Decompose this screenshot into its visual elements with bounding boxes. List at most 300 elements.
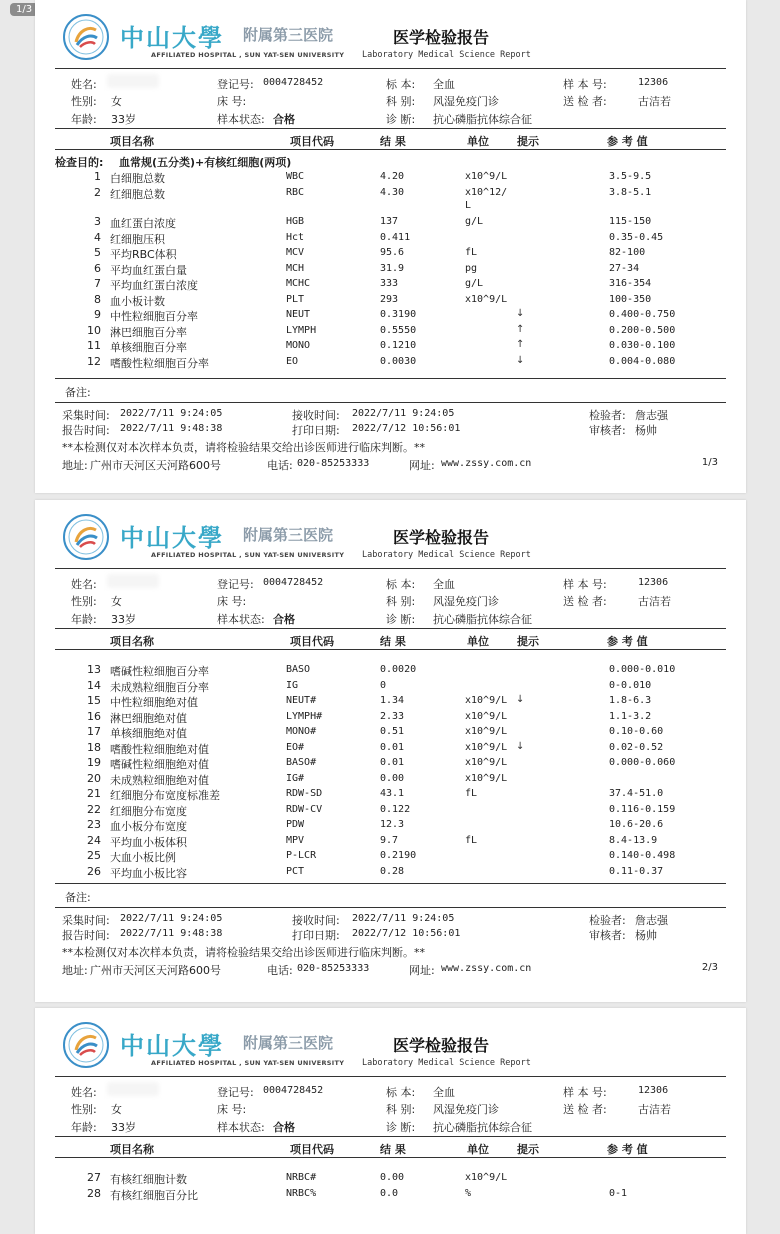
dept-label: 科 别: xyxy=(386,95,416,108)
row-result: 0.411 xyxy=(380,231,411,243)
receive-time-value: 2022/7/11 9:24:05 xyxy=(352,408,455,419)
row-flag-icon: ↓ xyxy=(516,354,525,366)
patient-sex-value: 女 xyxy=(111,95,122,108)
reg-no-label: 登记号: xyxy=(217,78,254,91)
row-item-code: MONO# xyxy=(286,726,317,737)
remarks-label: 备注: xyxy=(65,891,91,904)
row-result: 0.5550 xyxy=(380,324,417,336)
row-reference: 0.000-0.060 xyxy=(609,757,676,768)
row-reference: 8.4-13.9 xyxy=(609,834,658,846)
header-divider xyxy=(55,568,726,569)
row-item-code: PCT xyxy=(286,865,305,877)
row-item-name: 红细胞分布宽度标准差 xyxy=(110,789,220,802)
address-value: 广州市天河区天河路600号 xyxy=(90,964,221,977)
sample-no-label: 样 本 号: xyxy=(563,578,607,591)
row-item-name: 红细胞分布宽度 xyxy=(110,804,187,818)
phone-label: 电话: xyxy=(267,459,293,472)
row-item-code: RBC xyxy=(286,186,305,198)
row-item-name: 平均RBC体积 xyxy=(110,248,177,261)
specimen-value: 全血 xyxy=(433,578,455,591)
report-page-3 xyxy=(35,1008,746,1234)
website-label: 网址: xyxy=(409,459,435,472)
row-number: 4 xyxy=(94,230,101,244)
hospital-logo-icon xyxy=(63,14,109,60)
report-subtitle: Laboratory Medical Science Report xyxy=(362,1058,531,1068)
col-header-unit: 单位 xyxy=(467,635,489,648)
row-reference: 0.140-0.498 xyxy=(609,850,676,861)
inspector-value: 詹志强 xyxy=(635,409,668,422)
dept-label: 科 别: xyxy=(386,595,416,608)
row-result: 0.00 xyxy=(380,772,405,784)
row-number: 11 xyxy=(87,339,101,352)
hospital-subname: 附属第三医院 xyxy=(243,1034,334,1052)
hospital-english-name: AFFILIATED HOSPITAL , SUN YAT-SEN UNIVERSITY xyxy=(151,1059,345,1067)
row-reference: 316-354 xyxy=(609,278,652,289)
row-item-name: 单核细胞绝对值 xyxy=(110,727,187,740)
purpose-value: 血常规(五分类)+有核红细胞(两项) xyxy=(119,156,292,169)
hospital-logo-icon xyxy=(63,1022,109,1068)
row-reference: 0-0.010 xyxy=(609,679,652,691)
row-item-code: MPV xyxy=(286,834,305,846)
sample-no-label: 样 本 号: xyxy=(563,78,607,91)
print-time-value: 2022/7/12 10:56:01 xyxy=(352,423,461,434)
row-item-code: NRBC# xyxy=(286,1172,317,1183)
row-reference: 82-100 xyxy=(609,247,646,258)
row-reference: 3.8-5.1 xyxy=(609,186,652,198)
disclaimer-text: **本检测仅对本次样本负责，请将检验结果交给出诊医师进行临床判断。** xyxy=(62,946,425,959)
patient-name-label: 姓名: xyxy=(71,1086,97,1099)
row-item-code: RDW-SD xyxy=(286,788,323,799)
diagnosis-value: 抗心磷脂抗体综合征 xyxy=(433,613,532,626)
row-item-code: MCV xyxy=(286,247,305,258)
inspector-label: 检验者: xyxy=(589,914,626,927)
row-item-name: 嗜酸性粒细胞绝对值 xyxy=(110,742,209,756)
reg-no-value: 0004728452 xyxy=(263,577,324,588)
phone-value: 020-85253333 xyxy=(297,458,370,469)
row-number: 9 xyxy=(94,308,101,321)
row-reference: 0.11-0.37 xyxy=(609,865,664,877)
row-reference: 27-34 xyxy=(609,262,640,274)
row-reference: 115-150 xyxy=(609,216,652,227)
row-reference: 0.400-0.750 xyxy=(609,309,676,320)
patient-sex-label: 性别: xyxy=(71,95,97,108)
bed-label: 床 号: xyxy=(217,95,247,108)
row-item-code: PDW xyxy=(286,819,305,830)
row-result: 4.20 xyxy=(380,171,405,182)
row-item-name: 嗜酸性粒细胞百分率 xyxy=(110,356,209,370)
row-unit: g/L xyxy=(465,216,484,227)
row-result: 0.01 xyxy=(380,757,405,768)
row-item-code: LYMPH xyxy=(286,324,317,336)
receive-time-value: 2022/7/11 9:24:05 xyxy=(352,913,455,924)
row-flag-icon: ↓ xyxy=(516,740,525,752)
row-reference: 0.02-0.52 xyxy=(609,741,664,753)
row-item-name: 淋巴细胞百分率 xyxy=(110,325,187,339)
diagnosis-value: 抗心磷脂抗体综合征 xyxy=(433,1121,532,1134)
hospital-name: 中山大學 xyxy=(120,523,224,552)
row-reference: 0.116-0.159 xyxy=(609,803,676,815)
row-result: 4.30 xyxy=(380,186,405,198)
sender-value: 古洁若 xyxy=(638,595,671,608)
report-page-1 xyxy=(35,0,746,493)
print-time-label: 打印日期: xyxy=(292,424,340,437)
row-number: 7 xyxy=(94,277,101,290)
row-item-name: 大血小板比例 xyxy=(110,851,176,864)
report-page-2 xyxy=(35,500,746,1002)
sender-label: 送 检 者: xyxy=(563,1103,607,1116)
row-number: 14 xyxy=(87,678,101,692)
row-item-name: 平均血红蛋白量 xyxy=(110,263,187,277)
row-item-name: 血红蛋白浓度 xyxy=(110,217,176,230)
row-item-code: Hct xyxy=(286,231,305,243)
reviewer-label: 审核者: xyxy=(589,424,626,437)
row-unit: x10^9/L xyxy=(465,710,508,722)
website-label: 网址: xyxy=(409,964,435,977)
row-reference: 0.004-0.080 xyxy=(609,355,676,367)
row-item-name: 淋巴细胞绝对值 xyxy=(110,711,187,725)
row-reference: 37.4-51.0 xyxy=(609,788,664,799)
col-header-ref: 参 考 值 xyxy=(607,635,648,648)
row-number: 23 xyxy=(87,818,101,831)
bed-label: 床 号: xyxy=(217,1103,247,1116)
row-flag-icon: ↓ xyxy=(516,308,525,319)
row-result: 293 xyxy=(380,293,399,305)
row-item-code: P-LCR xyxy=(286,850,317,861)
row-item-code: MONO xyxy=(286,340,311,351)
row-result: 12.3 xyxy=(380,819,405,830)
row-reference: 3.5-9.5 xyxy=(609,171,652,182)
reviewer-value: 杨帅 xyxy=(635,424,657,437)
row-item-name: 有核红细胞百分比 xyxy=(110,1189,198,1202)
row-result: 0.122 xyxy=(380,803,411,815)
row-result: 2.33 xyxy=(380,710,405,722)
phone-label: 电话: xyxy=(267,964,293,977)
row-number: 27 xyxy=(87,1171,101,1184)
inspector-label: 检验者: xyxy=(589,409,626,422)
remarks-divider-bottom xyxy=(55,402,726,403)
row-reference: 0.000-0.010 xyxy=(609,664,676,675)
row-reference: 100-350 xyxy=(609,293,652,305)
row-result: 0.28 xyxy=(380,865,405,877)
patient-sex-label: 性别: xyxy=(71,1103,97,1116)
row-result: 0.0020 xyxy=(380,664,417,675)
patient-name-redacted xyxy=(107,1082,159,1096)
row-number: 13 xyxy=(87,663,101,676)
column-header-divider xyxy=(55,149,726,150)
row-item-code: BASO# xyxy=(286,757,317,768)
row-number: 26 xyxy=(87,864,101,878)
page-number: 2/3 xyxy=(701,962,718,973)
row-item-code: PLT xyxy=(286,293,305,305)
row-item-name: 平均血红蛋白浓度 xyxy=(110,279,198,292)
header-divider xyxy=(55,1076,726,1077)
row-item-name: 有核红细胞计数 xyxy=(110,1173,187,1186)
row-number: 3 xyxy=(94,215,101,228)
hospital-logo-icon xyxy=(63,514,109,560)
column-header-divider xyxy=(55,1157,726,1158)
diagnosis-value: 抗心磷脂抗体综合征 xyxy=(433,113,532,126)
diagnosis-label: 诊 断: xyxy=(386,113,416,126)
row-number: 12 xyxy=(87,354,101,368)
row-item-name: 白细胞总数 xyxy=(110,172,165,185)
row-number: 16 xyxy=(87,709,101,723)
row-number: 6 xyxy=(94,261,101,275)
sample-status-value: 合格 xyxy=(273,613,295,626)
bed-label: 床 号: xyxy=(217,595,247,608)
info-divider xyxy=(55,128,726,129)
row-item-code: HGB xyxy=(286,216,305,227)
report-time-label: 报告时间: xyxy=(62,929,110,942)
website-value: www.zssy.com.cn xyxy=(441,458,532,469)
patient-age-value: 33岁 xyxy=(111,113,136,126)
row-number: 20 xyxy=(87,771,101,785)
sample-no-label: 样 本 号: xyxy=(563,1086,607,1099)
patient-sex-value: 女 xyxy=(111,1103,122,1116)
website-value: www.zssy.com.cn xyxy=(441,963,532,974)
row-number: 25 xyxy=(87,849,101,862)
row-item-code: MCH xyxy=(286,262,305,274)
remarks-divider-top xyxy=(55,378,726,379)
report-subtitle: Laboratory Medical Science Report xyxy=(362,50,531,60)
sample-status-value: 合格 xyxy=(273,1121,295,1134)
row-item-name: 中性粒细胞百分率 xyxy=(110,310,198,323)
print-time-label: 打印日期: xyxy=(292,929,340,942)
report-title: 医学检验报告 xyxy=(393,528,490,547)
row-reference: 0.35-0.45 xyxy=(609,231,664,243)
info-divider xyxy=(55,628,726,629)
patient-sex-label: 性别: xyxy=(71,595,97,608)
row-flag-icon: ↓ xyxy=(516,694,525,705)
sample-status-label: 样本状态: xyxy=(217,613,265,626)
row-result: 137 xyxy=(380,216,399,227)
collect-time-label: 采集时间: xyxy=(62,409,110,422)
info-divider xyxy=(55,1136,726,1137)
patient-name-redacted xyxy=(107,74,159,88)
sample-no-value: 12306 xyxy=(638,77,669,88)
row-result: 0.1210 xyxy=(380,340,417,351)
row-unit: x10^9/L xyxy=(465,741,508,753)
reviewer-value: 杨帅 xyxy=(635,929,657,942)
row-reference: 0.030-0.100 xyxy=(609,340,676,351)
col-header-hint: 提示 xyxy=(517,135,539,148)
row-result: 333 xyxy=(380,278,399,289)
col-header-ref: 参 考 值 xyxy=(607,1143,648,1156)
dept-value: 风湿免疫门诊 xyxy=(433,95,499,108)
row-result: 9.7 xyxy=(380,834,399,846)
receive-time-label: 接收时间: xyxy=(292,914,340,927)
row-item-code: IG xyxy=(286,679,299,691)
collect-time-value: 2022/7/11 9:24:05 xyxy=(120,408,223,419)
row-reference: 0.10-0.60 xyxy=(609,726,664,737)
report-title: 医学检验报告 xyxy=(393,1036,490,1055)
hospital-english-name: AFFILIATED HOSPITAL , SUN YAT-SEN UNIVERSITY xyxy=(151,551,345,559)
row-result: 0.2190 xyxy=(380,850,417,861)
remarks-label: 备注: xyxy=(65,386,91,399)
row-result: 0 xyxy=(380,679,387,691)
row-item-code: EO xyxy=(286,355,299,367)
row-unit: x10^9/L xyxy=(465,695,508,706)
row-number: 22 xyxy=(87,802,101,816)
col-header-code: 项目代码 xyxy=(290,635,334,648)
reg-no-value: 0004728452 xyxy=(263,1085,324,1096)
row-reference: 0-1 xyxy=(609,1188,628,1199)
hospital-subname: 附属第三医院 xyxy=(243,526,334,544)
row-result: 0.0 xyxy=(380,1188,399,1199)
reg-no-label: 登记号: xyxy=(217,578,254,591)
row-item-name: 嗜碱性粒细胞百分率 xyxy=(110,665,209,678)
row-item-name: 平均血小板比容 xyxy=(110,866,187,880)
row-result: 95.6 xyxy=(380,247,405,258)
row-unit: x10^9/L xyxy=(465,772,508,784)
row-unit: x10^9/L xyxy=(465,757,508,768)
col-header-result: 结 果 xyxy=(380,1143,406,1156)
row-item-name: 血小板分布宽度 xyxy=(110,820,187,833)
report-time-label: 报告时间: xyxy=(62,424,110,437)
row-item-name: 未成熟粒细胞百分率 xyxy=(110,680,209,694)
row-item-name: 血小板计数 xyxy=(110,294,165,308)
patient-name-label: 姓名: xyxy=(71,78,97,91)
col-header-result: 结 果 xyxy=(380,635,406,648)
row-reference: 1.8-6.3 xyxy=(609,695,652,706)
row-unit: x10^9/L xyxy=(465,293,508,305)
sender-value: 古洁若 xyxy=(638,1103,671,1116)
address-value: 广州市天河区天河路600号 xyxy=(90,459,221,472)
row-reference: 10.6-20.6 xyxy=(609,819,664,830)
specimen-value: 全血 xyxy=(433,78,455,91)
row-item-name: 中性粒细胞绝对值 xyxy=(110,696,198,709)
row-flag-icon: ↑ xyxy=(516,323,525,335)
row-result: 43.1 xyxy=(380,788,405,799)
dept-value: 风湿免疫门诊 xyxy=(433,595,499,608)
row-unit: fL xyxy=(465,247,478,258)
row-number: 8 xyxy=(94,292,101,306)
row-item-code: MCHC xyxy=(286,278,311,289)
row-result: 0.3190 xyxy=(380,309,417,320)
row-unit: fL xyxy=(465,788,478,799)
col-header-hint: 提示 xyxy=(517,635,539,648)
reg-no-value: 0004728452 xyxy=(263,77,324,88)
phone-value: 020-85253333 xyxy=(297,963,370,974)
hospital-subname: 附属第三医院 xyxy=(243,26,334,44)
dept-label: 科 别: xyxy=(386,1103,416,1116)
row-item-name: 平均血小板体积 xyxy=(110,835,187,849)
sender-value: 古洁若 xyxy=(638,95,671,108)
row-unit: x10^9/L xyxy=(465,1172,508,1183)
row-result: 0.51 xyxy=(380,726,405,737)
row-number: 28 xyxy=(87,1187,101,1200)
row-item-name: 嗜碱性粒细胞绝对值 xyxy=(110,758,209,771)
print-time-value: 2022/7/12 10:56:01 xyxy=(352,928,461,939)
col-header-result: 结 果 xyxy=(380,135,406,148)
row-result: 1.34 xyxy=(380,695,405,706)
dept-value: 风湿免疫门诊 xyxy=(433,1103,499,1116)
diagnosis-label: 诊 断: xyxy=(386,1121,416,1134)
row-item-code: RDW-CV xyxy=(286,803,323,815)
receive-time-label: 接收时间: xyxy=(292,409,340,422)
purpose-label: 检查目的: xyxy=(55,156,104,169)
reviewer-label: 审核者: xyxy=(589,929,626,942)
collect-time-value: 2022/7/11 9:24:05 xyxy=(120,913,223,924)
row-number: 21 xyxy=(87,787,101,800)
sender-label: 送 检 者: xyxy=(563,95,607,108)
row-unit-cont: L xyxy=(465,199,472,211)
inspector-value: 詹志强 xyxy=(635,914,668,927)
specimen-label: 标 本: xyxy=(386,78,416,91)
patient-age-value: 33岁 xyxy=(111,1121,136,1134)
row-number: 10 xyxy=(87,323,101,337)
page-number: 1/3 xyxy=(701,457,718,468)
row-item-name: 红细胞总数 xyxy=(110,187,165,201)
hospital-english-name: AFFILIATED HOSPITAL , SUN YAT-SEN UNIVERSITY xyxy=(151,51,345,59)
row-item-code: NRBC% xyxy=(286,1188,317,1199)
row-number: 17 xyxy=(87,725,101,738)
diagnosis-label: 诊 断: xyxy=(386,613,416,626)
patient-age-label: 年龄: xyxy=(71,1121,97,1134)
col-header-item: 项目名称 xyxy=(110,635,154,648)
patient-age-label: 年龄: xyxy=(71,613,97,626)
report-time-value: 2022/7/11 9:48:38 xyxy=(120,423,223,434)
disclaimer-text: **本检测仅对本次样本负责，请将检验结果交给出诊医师进行临床判断。** xyxy=(62,441,425,454)
reg-no-label: 登记号: xyxy=(217,1086,254,1099)
row-item-code: BASO xyxy=(286,664,311,675)
patient-age-value: 33岁 xyxy=(111,613,136,626)
col-header-unit: 单位 xyxy=(467,1143,489,1156)
patient-name-label: 姓名: xyxy=(71,578,97,591)
patient-age-label: 年龄: xyxy=(71,113,97,126)
image-counter-badge: 1/3 xyxy=(10,3,38,16)
row-unit: pg xyxy=(465,262,478,274)
remarks-divider-top xyxy=(55,883,726,884)
sample-no-value: 12306 xyxy=(638,1085,669,1096)
patient-sex-value: 女 xyxy=(111,595,122,608)
specimen-label: 标 本: xyxy=(386,578,416,591)
row-result: 31.9 xyxy=(380,262,405,274)
specimen-label: 标 本: xyxy=(386,1086,416,1099)
row-item-code: NEUT# xyxy=(286,695,317,706)
report-title: 医学检验报告 xyxy=(393,28,490,47)
col-header-unit: 单位 xyxy=(467,135,489,148)
collect-time-label: 采集时间: xyxy=(62,914,110,927)
row-item-code: NEUT xyxy=(286,309,311,320)
col-header-code: 项目代码 xyxy=(290,135,334,148)
row-unit: g/L xyxy=(465,278,484,289)
row-result: 0.01 xyxy=(380,741,405,753)
remarks-divider-bottom xyxy=(55,907,726,908)
row-unit: fL xyxy=(465,834,478,846)
col-header-item: 项目名称 xyxy=(110,135,154,148)
row-number: 19 xyxy=(87,756,101,769)
col-header-ref: 参 考 值 xyxy=(607,135,648,148)
row-number: 2 xyxy=(94,185,101,199)
report-time-value: 2022/7/11 9:48:38 xyxy=(120,928,223,939)
row-item-name: 未成熟粒细胞绝对值 xyxy=(110,773,209,787)
row-number: 18 xyxy=(87,740,101,754)
col-header-code: 项目代码 xyxy=(290,1143,334,1156)
row-number: 15 xyxy=(87,694,101,707)
row-unit: x10^12/ xyxy=(465,186,508,198)
row-unit: % xyxy=(465,1188,472,1199)
row-number: 5 xyxy=(94,246,101,259)
row-unit: x10^9/L xyxy=(465,171,508,182)
row-item-code: LYMPH# xyxy=(286,710,323,722)
row-number: 24 xyxy=(87,833,101,847)
col-header-item: 项目名称 xyxy=(110,1143,154,1156)
report-subtitle: Laboratory Medical Science Report xyxy=(362,550,531,560)
address-label: 地址: xyxy=(62,459,88,472)
row-item-code: IG# xyxy=(286,772,305,784)
row-unit: x10^9/L xyxy=(465,726,508,737)
patient-name-redacted xyxy=(107,574,159,588)
